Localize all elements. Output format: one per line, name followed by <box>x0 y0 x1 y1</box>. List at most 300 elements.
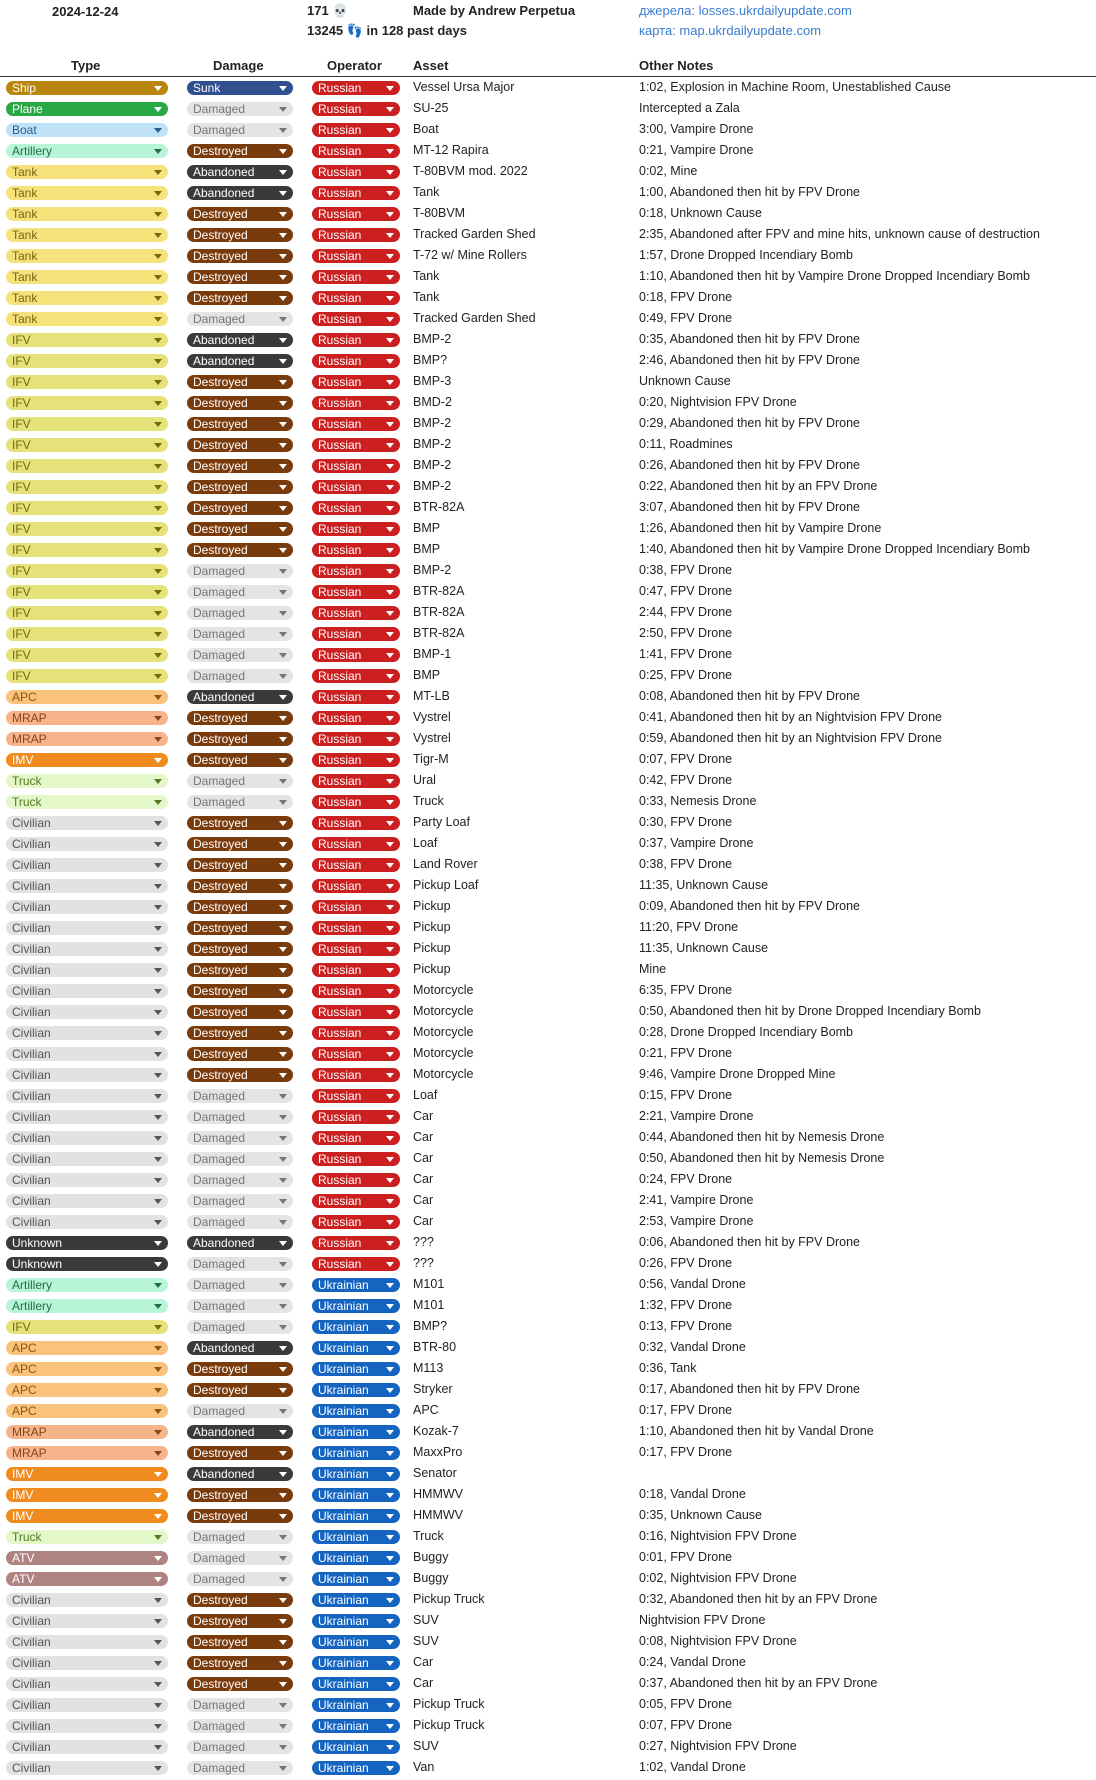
operator-select[interactable] <box>312 564 400 578</box>
operator-select[interactable] <box>312 1110 400 1124</box>
type-select-label: MRAP <box>12 1446 47 1460</box>
type-select[interactable] <box>6 795 168 809</box>
operator-select[interactable] <box>312 984 400 998</box>
damage-select[interactable] <box>187 921 293 935</box>
operator-select[interactable] <box>312 1509 400 1523</box>
type-select[interactable] <box>6 333 168 347</box>
type-select[interactable] <box>6 144 168 158</box>
operator-select[interactable] <box>312 333 400 347</box>
damage-select[interactable] <box>187 333 293 347</box>
damage-select[interactable] <box>187 501 293 515</box>
chevron-down-icon <box>386 695 394 700</box>
operator-select[interactable] <box>312 942 400 956</box>
damage-select[interactable] <box>187 1467 293 1481</box>
damage-select[interactable] <box>187 648 293 662</box>
chevron-down-icon <box>154 569 162 574</box>
operator-select[interactable] <box>312 1425 400 1439</box>
operator-select[interactable] <box>312 417 400 431</box>
asset-cell: Motorcycle <box>413 983 474 997</box>
column-header-type[interactable]: Type <box>71 58 101 73</box>
operator-select[interactable] <box>312 354 400 368</box>
damage-select[interactable] <box>187 1635 293 1649</box>
damage-select[interactable] <box>187 144 293 158</box>
operator-select[interactable] <box>312 1005 400 1019</box>
type-select[interactable] <box>6 1761 168 1775</box>
damage-select[interactable] <box>187 480 293 494</box>
column-header-notes[interactable]: Other Notes <box>639 58 714 73</box>
type-select[interactable] <box>6 1047 168 1061</box>
operator-select[interactable] <box>312 1383 400 1397</box>
damage-select[interactable] <box>187 1698 293 1712</box>
operator-select[interactable] <box>312 606 400 620</box>
operator-select[interactable] <box>312 438 400 452</box>
notes-cell: 0:18, Vandal Drone <box>639 1487 746 1501</box>
operator-select[interactable] <box>312 522 400 536</box>
type-select[interactable] <box>6 879 168 893</box>
operator-select[interactable] <box>312 837 400 851</box>
chevron-down-icon <box>279 233 287 238</box>
damage-select[interactable] <box>187 1257 293 1271</box>
operator-select[interactable] <box>312 144 400 158</box>
damage-select[interactable] <box>187 1215 293 1229</box>
damage-select[interactable] <box>187 900 293 914</box>
type-select[interactable] <box>6 1740 168 1754</box>
damage-select[interactable] <box>187 1719 293 1733</box>
damage-select[interactable] <box>187 606 293 620</box>
operator-select[interactable] <box>312 1131 400 1145</box>
damage-select[interactable] <box>187 1005 293 1019</box>
damage-select[interactable] <box>187 858 293 872</box>
sources-link[interactable]: джерела: losses.ukrdailyupdate.com <box>639 3 852 18</box>
operator-select[interactable] <box>312 1530 400 1544</box>
operator-select[interactable] <box>312 1341 400 1355</box>
damage-select[interactable] <box>187 249 293 263</box>
operator-select[interactable] <box>312 1320 400 1334</box>
damage-select[interactable] <box>187 165 293 179</box>
operator-select[interactable] <box>312 1215 400 1229</box>
type-select[interactable] <box>6 984 168 998</box>
damage-select[interactable] <box>187 1320 293 1334</box>
damage-select[interactable] <box>187 438 293 452</box>
damage-select[interactable] <box>187 1593 293 1607</box>
type-select[interactable] <box>6 354 168 368</box>
asset-cell: Van <box>413 1760 435 1774</box>
type-select[interactable] <box>6 291 168 305</box>
operator-select[interactable] <box>312 1677 400 1691</box>
operator-select-label: Russian <box>318 81 362 95</box>
damage-select[interactable] <box>187 1026 293 1040</box>
operator-select[interactable] <box>312 165 400 179</box>
table-row <box>0 1023 1096 1044</box>
type-select[interactable] <box>6 1593 168 1607</box>
operator-select[interactable] <box>312 102 400 116</box>
operator-select[interactable] <box>312 690 400 704</box>
damage-select[interactable] <box>187 711 293 725</box>
damage-select[interactable] <box>187 1572 293 1586</box>
type-select[interactable] <box>6 165 168 179</box>
chevron-down-icon <box>154 1262 162 1267</box>
type-select[interactable] <box>6 1656 168 1670</box>
type-select[interactable] <box>6 1005 168 1019</box>
asset-cell: Pickup Truck <box>413 1718 485 1732</box>
damage-select[interactable] <box>187 1089 293 1103</box>
chevron-down-icon <box>279 296 287 301</box>
type-select[interactable] <box>6 1446 168 1460</box>
type-select[interactable] <box>6 480 168 494</box>
table-row <box>0 141 1096 162</box>
damage-select[interactable] <box>187 1488 293 1502</box>
type-select-label: Civilian <box>12 921 51 935</box>
type-select-label: Civilian <box>12 900 51 914</box>
operator-select[interactable] <box>312 1446 400 1460</box>
damage-select[interactable] <box>187 1131 293 1145</box>
operator-select[interactable] <box>312 207 400 221</box>
chevron-down-icon <box>386 443 394 448</box>
operator-select[interactable] <box>312 1635 400 1649</box>
operator-select[interactable] <box>312 270 400 284</box>
type-select[interactable] <box>6 1341 168 1355</box>
type-select-label: IFV <box>12 564 31 578</box>
operator-select[interactable] <box>312 585 400 599</box>
type-select[interactable] <box>6 1278 168 1292</box>
operator-select[interactable] <box>312 816 400 830</box>
chevron-down-icon <box>154 989 162 994</box>
type-select[interactable] <box>6 1026 168 1040</box>
damage-select[interactable] <box>187 1740 293 1754</box>
damage-select[interactable] <box>187 1047 293 1061</box>
type-select[interactable] <box>6 837 168 851</box>
column-header-asset[interactable]: Asset <box>413 58 449 73</box>
table-row <box>0 1170 1096 1191</box>
type-select-label: MRAP <box>12 711 47 725</box>
type-select[interactable] <box>6 711 168 725</box>
type-select[interactable] <box>6 669 168 683</box>
chevron-down-icon <box>279 1325 287 1330</box>
operator-select[interactable] <box>312 543 400 557</box>
notes-cell: Intercepted a Zala <box>639 101 740 115</box>
type-select[interactable] <box>6 585 168 599</box>
damage-select[interactable] <box>187 375 293 389</box>
damage-select[interactable] <box>187 102 293 116</box>
type-select[interactable] <box>6 207 168 221</box>
operator-select[interactable] <box>312 291 400 305</box>
damage-select[interactable] <box>187 312 293 326</box>
type-select[interactable] <box>6 1362 168 1376</box>
damage-select[interactable] <box>187 1110 293 1124</box>
type-select[interactable] <box>6 375 168 389</box>
operator-select[interactable] <box>312 1089 400 1103</box>
type-select[interactable] <box>6 564 168 578</box>
operator-select[interactable] <box>312 1761 400 1775</box>
operator-select[interactable] <box>312 501 400 515</box>
damage-select[interactable] <box>187 732 293 746</box>
operator-select[interactable] <box>312 1236 400 1250</box>
type-select[interactable] <box>6 753 168 767</box>
damage-select[interactable] <box>187 270 293 284</box>
type-select[interactable] <box>6 1068 168 1082</box>
damage-select-label: Destroyed <box>193 1509 248 1523</box>
type-select[interactable] <box>6 102 168 116</box>
operator-select[interactable] <box>312 795 400 809</box>
chevron-down-icon <box>386 254 394 259</box>
type-select[interactable] <box>6 1089 168 1103</box>
type-select[interactable] <box>6 1425 168 1439</box>
damage-select-label: Sunk <box>193 81 221 95</box>
type-select[interactable] <box>6 1614 168 1628</box>
damage-select[interactable] <box>187 1614 293 1628</box>
type-select[interactable] <box>6 81 168 95</box>
type-select[interactable] <box>6 690 168 704</box>
damage-select[interactable] <box>187 1194 293 1208</box>
operator-select[interactable] <box>312 1257 400 1271</box>
damage-select[interactable] <box>187 417 293 431</box>
damage-select-label: Damaged <box>193 312 246 326</box>
damage-select[interactable] <box>187 1299 293 1313</box>
type-select[interactable] <box>6 312 168 326</box>
damage-select[interactable] <box>187 291 293 305</box>
type-select[interactable] <box>6 627 168 641</box>
operator-select[interactable] <box>312 879 400 893</box>
damage-select[interactable] <box>187 186 293 200</box>
damage-select[interactable] <box>187 942 293 956</box>
type-select[interactable] <box>6 1320 168 1334</box>
operator-select[interactable] <box>312 900 400 914</box>
type-select[interactable] <box>6 1698 168 1712</box>
damage-select-label: Destroyed <box>193 438 248 452</box>
damage-select[interactable] <box>187 228 293 242</box>
operator-select[interactable] <box>312 753 400 767</box>
chevron-down-icon <box>154 1031 162 1036</box>
damage-select[interactable] <box>187 753 293 767</box>
type-select[interactable] <box>6 1131 168 1145</box>
operator-select[interactable] <box>312 774 400 788</box>
type-select[interactable] <box>6 417 168 431</box>
type-select[interactable] <box>6 543 168 557</box>
damage-select[interactable] <box>187 1236 293 1250</box>
notes-cell: 0:24, Vandal Drone <box>639 1655 746 1669</box>
damage-select[interactable] <box>187 774 293 788</box>
operator-select[interactable] <box>312 1593 400 1607</box>
type-select[interactable] <box>6 1572 168 1586</box>
damage-select[interactable] <box>187 1509 293 1523</box>
damage-select[interactable] <box>187 459 293 473</box>
type-select[interactable] <box>6 1488 168 1502</box>
asset-cell: ??? <box>413 1256 434 1270</box>
damage-select[interactable] <box>187 1341 293 1355</box>
type-select[interactable] <box>6 942 168 956</box>
operator-select[interactable] <box>312 627 400 641</box>
type-select[interactable] <box>6 1215 168 1229</box>
operator-select[interactable] <box>312 648 400 662</box>
damage-select[interactable] <box>187 984 293 998</box>
operator-select[interactable] <box>312 312 400 326</box>
damage-select[interactable] <box>187 207 293 221</box>
type-select[interactable] <box>6 501 168 515</box>
type-select[interactable] <box>6 858 168 872</box>
operator-select[interactable] <box>312 396 400 410</box>
type-select[interactable] <box>6 186 168 200</box>
operator-select[interactable] <box>312 711 400 725</box>
operator-select[interactable] <box>312 1068 400 1082</box>
table-row <box>0 414 1096 435</box>
notes-cell: Unknown Cause <box>639 374 731 388</box>
map-link[interactable]: карта: map.ukrdailyupdate.com <box>639 23 822 38</box>
type-select[interactable] <box>6 522 168 536</box>
operator-select[interactable] <box>312 963 400 977</box>
operator-select[interactable] <box>312 1362 400 1376</box>
operator-select[interactable] <box>312 1026 400 1040</box>
operator-select[interactable] <box>312 1656 400 1670</box>
damage-select[interactable] <box>187 396 293 410</box>
type-select[interactable] <box>6 1257 168 1271</box>
column-header-damage[interactable]: Damage <box>213 58 264 73</box>
damage-select[interactable] <box>187 1530 293 1544</box>
damage-select[interactable] <box>187 1068 293 1082</box>
damage-select[interactable] <box>187 522 293 536</box>
damage-select[interactable] <box>187 1656 293 1670</box>
type-select[interactable] <box>6 1404 168 1418</box>
damage-select[interactable] <box>187 963 293 977</box>
damage-select[interactable] <box>187 81 293 95</box>
damage-select[interactable] <box>187 627 293 641</box>
operator-select[interactable] <box>312 1719 400 1733</box>
damage-select[interactable] <box>187 354 293 368</box>
type-select[interactable] <box>6 396 168 410</box>
operator-select[interactable] <box>312 1698 400 1712</box>
type-select[interactable] <box>6 1509 168 1523</box>
damage-select[interactable] <box>187 123 293 137</box>
operator-select[interactable] <box>312 1047 400 1061</box>
type-select[interactable] <box>6 1383 168 1397</box>
type-select[interactable] <box>6 1173 168 1187</box>
damage-select[interactable] <box>187 1425 293 1439</box>
damage-select[interactable] <box>187 1677 293 1691</box>
type-select[interactable] <box>6 459 168 473</box>
operator-select[interactable] <box>312 1173 400 1187</box>
type-select[interactable] <box>6 228 168 242</box>
type-select[interactable] <box>6 900 168 914</box>
operator-select[interactable] <box>312 228 400 242</box>
operator-select-label: Russian <box>318 564 362 578</box>
damage-select-label: Abandoned <box>193 1467 255 1481</box>
damage-select[interactable] <box>187 1383 293 1397</box>
chevron-down-icon <box>279 1409 287 1414</box>
chevron-down-icon <box>386 863 394 868</box>
type-select[interactable] <box>6 1635 168 1649</box>
type-select[interactable] <box>6 1194 168 1208</box>
type-select[interactable] <box>6 963 168 977</box>
type-select[interactable] <box>6 1152 168 1166</box>
operator-select[interactable] <box>312 459 400 473</box>
damage-select[interactable] <box>187 816 293 830</box>
damage-select-label: Damaged <box>193 1698 246 1712</box>
type-select[interactable] <box>6 438 168 452</box>
damage-select[interactable] <box>187 1446 293 1460</box>
operator-select[interactable] <box>312 921 400 935</box>
damage-select[interactable] <box>187 1551 293 1565</box>
damage-select[interactable] <box>187 669 293 683</box>
operator-select[interactable] <box>312 375 400 389</box>
damage-select[interactable] <box>187 564 293 578</box>
operator-select[interactable] <box>312 1740 400 1754</box>
damage-select[interactable] <box>187 879 293 893</box>
type-select[interactable] <box>6 1299 168 1313</box>
type-select[interactable] <box>6 1551 168 1565</box>
damage-select[interactable] <box>187 1761 293 1775</box>
operator-select[interactable] <box>312 669 400 683</box>
type-select[interactable] <box>6 732 168 746</box>
damage-select[interactable] <box>187 543 293 557</box>
type-select[interactable] <box>6 123 168 137</box>
operator-select[interactable] <box>312 1404 400 1418</box>
type-select[interactable] <box>6 1110 168 1124</box>
chevron-down-icon <box>279 1157 287 1162</box>
operator-select[interactable] <box>312 732 400 746</box>
column-header-operator[interactable]: Operator <box>327 58 382 73</box>
type-select[interactable] <box>6 816 168 830</box>
operator-select[interactable] <box>312 480 400 494</box>
chevron-down-icon <box>154 1241 162 1246</box>
damage-select[interactable] <box>187 1362 293 1376</box>
operator-select-label: Ukrainian <box>318 1656 369 1670</box>
damage-select[interactable] <box>187 837 293 851</box>
operator-select[interactable] <box>312 123 400 137</box>
table-row <box>0 939 1096 960</box>
table-row <box>0 288 1096 309</box>
operator-select[interactable] <box>312 1299 400 1313</box>
type-select[interactable] <box>6 249 168 263</box>
type-select[interactable] <box>6 921 168 935</box>
notes-cell: 0:32, Vandal Drone <box>639 1340 746 1354</box>
table-row <box>0 1065 1096 1086</box>
operator-select[interactable] <box>312 858 400 872</box>
operator-select[interactable] <box>312 1194 400 1208</box>
type-select[interactable] <box>6 1467 168 1481</box>
operator-select[interactable] <box>312 1572 400 1586</box>
damage-select[interactable] <box>187 1404 293 1418</box>
operator-select[interactable] <box>312 1278 400 1292</box>
operator-select[interactable] <box>312 186 400 200</box>
type-select[interactable] <box>6 648 168 662</box>
table-row <box>0 1149 1096 1170</box>
damage-select[interactable] <box>187 585 293 599</box>
type-select[interactable] <box>6 606 168 620</box>
type-select[interactable] <box>6 1530 168 1544</box>
table-row <box>0 1443 1096 1464</box>
damage-select[interactable] <box>187 690 293 704</box>
type-select[interactable] <box>6 270 168 284</box>
asset-cell: BMP <box>413 521 441 535</box>
operator-select[interactable] <box>312 1488 400 1502</box>
operator-select[interactable] <box>312 1614 400 1628</box>
damage-select[interactable] <box>187 1173 293 1187</box>
operator-select[interactable] <box>312 1467 400 1481</box>
operator-select-label: Ukrainian <box>318 1740 369 1754</box>
type-select[interactable] <box>6 774 168 788</box>
damage-select[interactable] <box>187 795 293 809</box>
type-select[interactable] <box>6 1677 168 1691</box>
type-select[interactable] <box>6 1719 168 1733</box>
damage-select[interactable] <box>187 1278 293 1292</box>
operator-select[interactable] <box>312 81 400 95</box>
type-select-label: Ship <box>12 81 37 95</box>
operator-select[interactable] <box>312 249 400 263</box>
type-select[interactable] <box>6 1236 168 1250</box>
damage-select[interactable] <box>187 1152 293 1166</box>
notes-cell: 6:35, FPV Drone <box>639 983 733 997</box>
operator-select[interactable] <box>312 1152 400 1166</box>
operator-select[interactable] <box>312 1551 400 1565</box>
